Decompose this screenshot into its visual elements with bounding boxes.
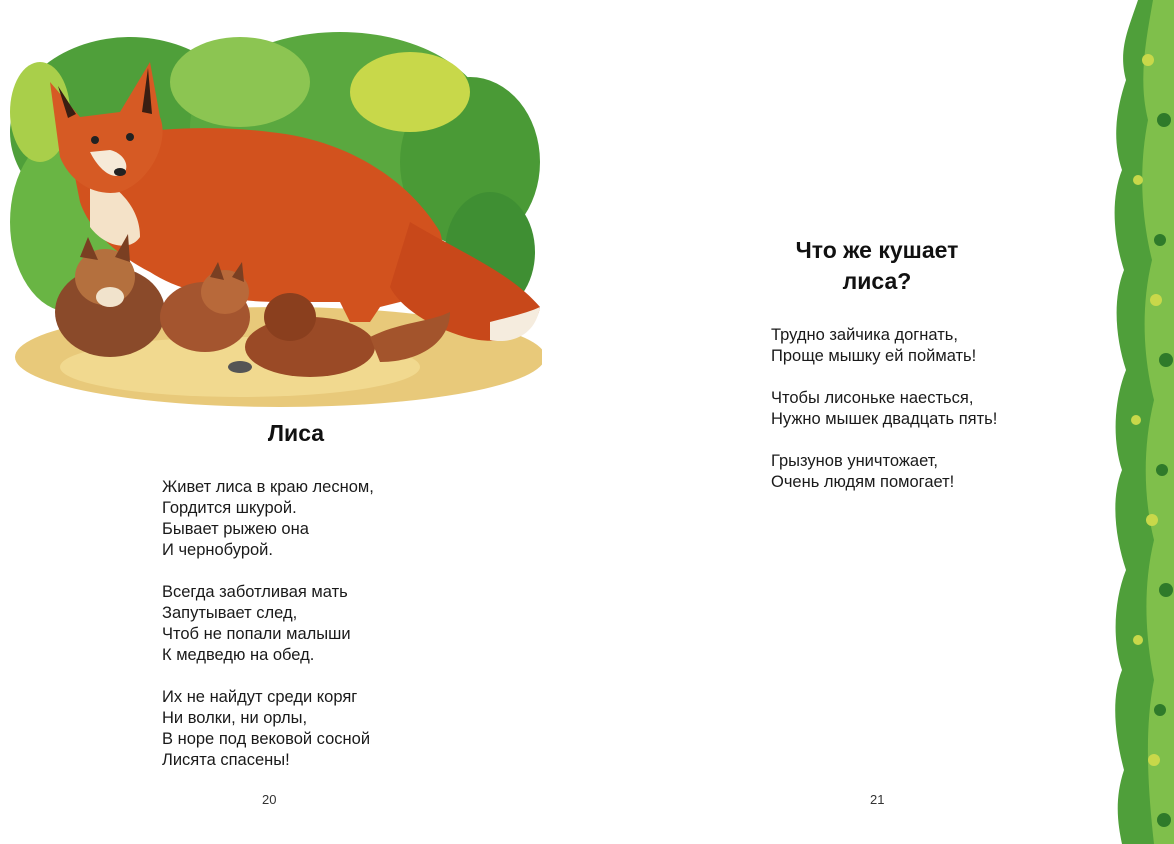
poem-line: Лисята спасены! <box>162 751 290 769</box>
stanza <box>162 687 374 771</box>
poem-line: Ни волки, ни орлы, <box>162 709 308 727</box>
page-number: 21 <box>870 792 885 807</box>
poem-fox <box>162 477 374 792</box>
foliage-border <box>1108 0 1174 844</box>
right-page <box>587 0 1174 844</box>
poem-title-what-fox-eats <box>727 235 1027 297</box>
fox-family-illustration <box>10 22 542 407</box>
stanza <box>771 451 997 493</box>
poem-line: Всегда заботливая мать <box>162 583 348 601</box>
poem-line: Чтобы лисоньке наесться, <box>771 389 974 407</box>
poem-line: Нужно мышек двадцать пять! <box>771 410 998 428</box>
poem-line: Грызунов уничтожает, <box>771 452 939 470</box>
poem-line: Живет лиса в краю лесном, <box>162 478 374 496</box>
stanza <box>162 582 374 666</box>
title-line: Что же кушает <box>795 237 959 263</box>
poem-what-fox-eats <box>771 325 997 514</box>
poem-line: В норе под вековой сосной <box>162 730 371 748</box>
poem-line: Очень людям помогает! <box>771 473 955 491</box>
poem-line: К медведю на обед. <box>162 646 315 664</box>
stanza <box>162 477 374 561</box>
page-number: 20 <box>262 792 277 807</box>
poem-line: Их не найдут среди коряг <box>162 688 358 706</box>
poem-line: Трудно зайчика догнать, <box>771 326 958 344</box>
title-line: лиса? <box>842 268 912 294</box>
poem-line: Запутывает след, <box>162 604 298 622</box>
poem-line: Бывает рыжею она <box>162 520 309 538</box>
poem-title-fox: Лиса <box>267 420 325 446</box>
poem-line: Проще мышку ей поймать! <box>771 347 977 365</box>
poem-line: Чтоб не попали малыши <box>162 625 351 643</box>
stanza <box>771 388 997 430</box>
stanza <box>771 325 997 367</box>
poem-line: Гордится шкурой. <box>162 499 297 517</box>
poem-line: И чернобурой. <box>162 541 273 559</box>
